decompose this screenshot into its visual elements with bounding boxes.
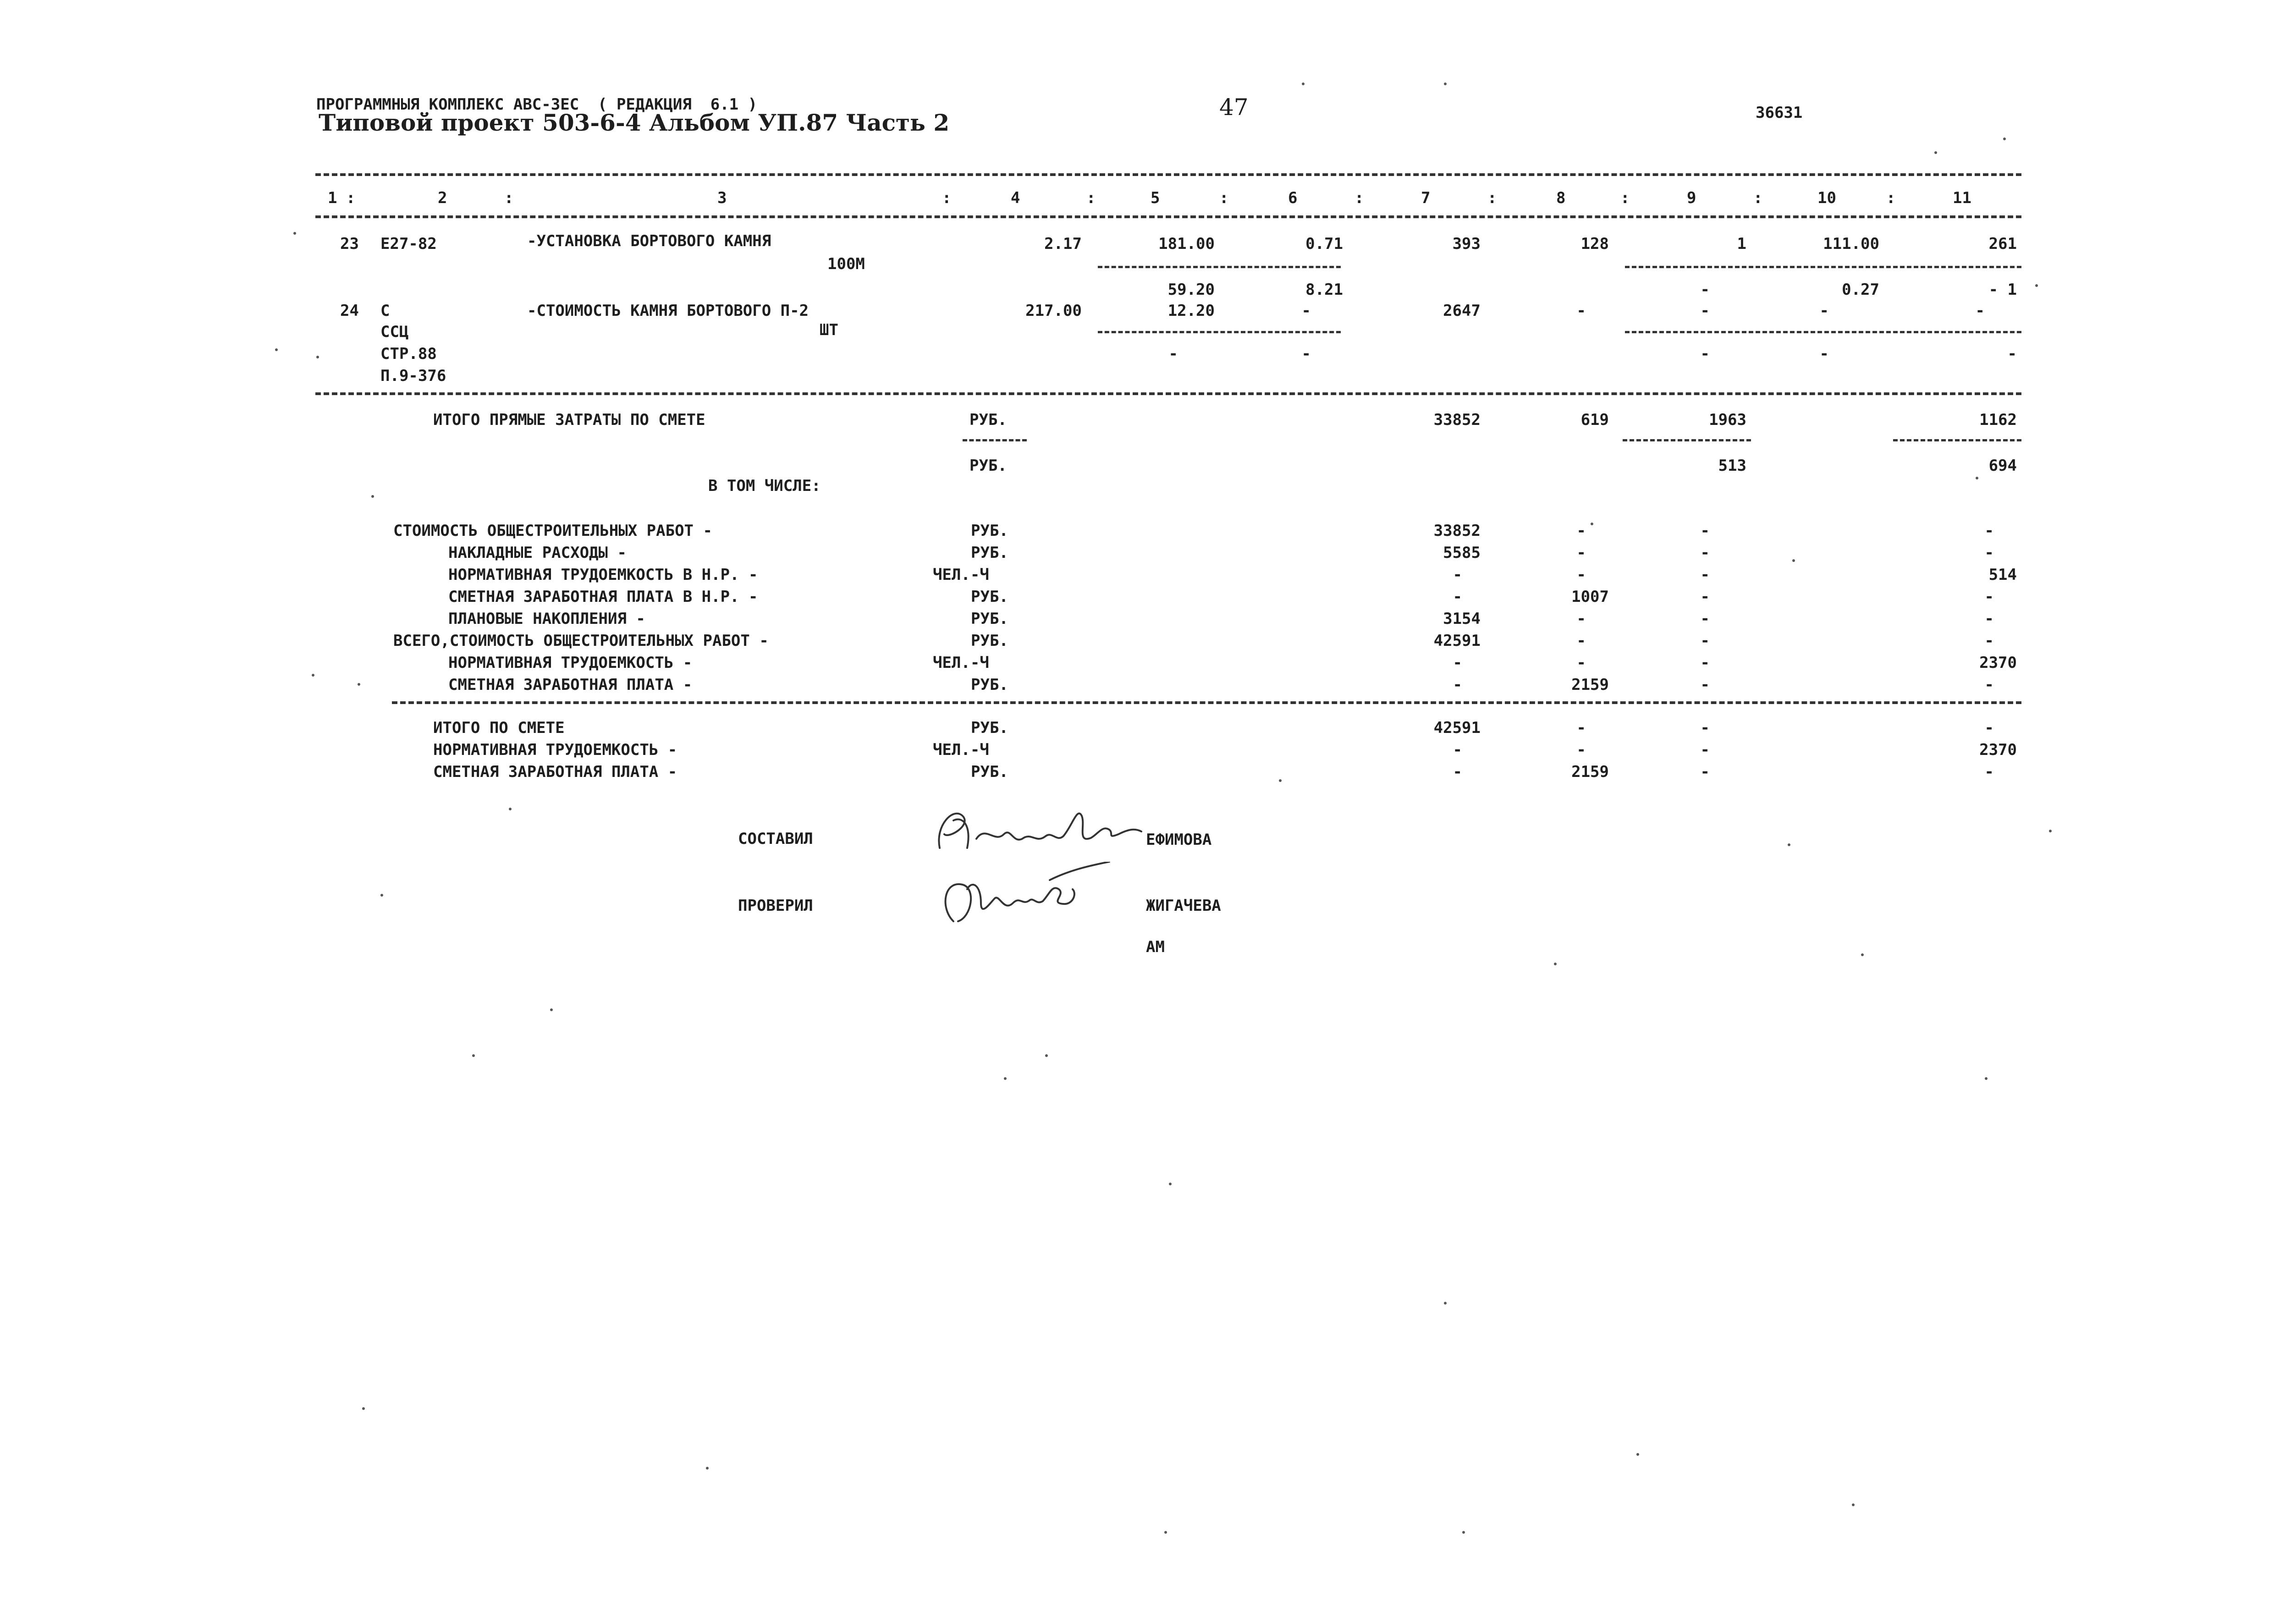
cell-col6: -	[1301, 302, 1311, 320]
row-col8: -	[1576, 632, 1586, 650]
col-sep: :	[1219, 189, 1229, 207]
row-col9: -	[1700, 676, 1710, 694]
direct-costs-col8: 619	[1580, 411, 1609, 429]
cell-col6-sub: -	[1301, 345, 1311, 363]
row-col11: 2370	[1979, 654, 2017, 672]
row-unit: ЧЕЛ.-Ч	[933, 654, 989, 672]
row-label: ВСЕГО,СТОИМОСТЬ ОБЩЕСТРОИТЕЛЬНЫХ РАБОТ -	[393, 632, 769, 650]
row-label: СМЕТНАЯ ЗАРАБОТНАЯ ПЛАТА -	[433, 763, 677, 781]
row-col11: -	[1984, 676, 1994, 694]
row-col7: 5585	[1443, 544, 1481, 562]
row-col8: -	[1576, 741, 1586, 759]
col-header-5: 5	[1151, 189, 1160, 207]
row-label: СМЕТНАЯ ЗАРАБОТНАЯ ПЛАТА В Н.Р. -	[448, 588, 758, 606]
row-unit: РУБ.	[971, 632, 1008, 650]
row-col11: -	[1984, 719, 1994, 737]
row-col7: 33852	[1433, 522, 1481, 540]
cell-col6: 0.71	[1305, 235, 1343, 253]
col-sep: :	[504, 189, 514, 207]
row-col9: -	[1700, 741, 1710, 759]
item-unit: ШТ	[820, 321, 838, 339]
section-rule	[315, 392, 2021, 395]
page-number: 47	[1219, 94, 1249, 121]
row-unit: РУБ.	[971, 719, 1008, 737]
item-code: С	[380, 302, 390, 320]
direct-costs-col7: 33852	[1433, 411, 1481, 429]
cell-rule	[1623, 439, 1751, 441]
row-label: НОРМАТИВНАЯ ТРУДОЕМКОСТЬ В Н.Р. -	[448, 566, 758, 584]
direct-costs-col11: 1162	[1979, 411, 2017, 429]
column-header-rule	[315, 215, 2021, 218]
direct-costs-unit-2: РУБ.	[969, 457, 1007, 475]
cell-col9-sub: -	[1700, 345, 1710, 363]
checked-by-label: ПРОВЕРИЛ	[738, 897, 813, 915]
row-col8: -	[1576, 654, 1586, 672]
row-col11: 514	[1988, 566, 2017, 584]
col-header-9: 9	[1687, 189, 1696, 207]
col-sep: :	[942, 189, 952, 207]
col-header-3: 3	[717, 189, 727, 207]
cell-col9: -	[1700, 302, 1710, 320]
col-sep: :	[1086, 189, 1096, 207]
direct-costs-label: ИТОГО ПРЯМЫЕ ЗАТРАТЫ ПО СМЕТЕ	[433, 411, 705, 429]
row-col11: -	[1984, 610, 1994, 628]
cell-rule	[1625, 331, 2021, 333]
direct-costs-col9: 1963	[1709, 411, 1746, 429]
row-col7: -	[1453, 588, 1462, 606]
cell-col10-sub: 0.27	[1842, 281, 1879, 299]
cell-col10-sub: -	[1819, 345, 1829, 363]
row-col7: 3154	[1443, 610, 1481, 628]
item-code: П.9-376	[380, 367, 446, 385]
document-number: 36631	[1756, 104, 1803, 122]
row-unit: РУБ.	[971, 610, 1008, 628]
cell-col5-sub: 59.20	[1167, 281, 1215, 299]
cell-col11-sub: - 1	[1988, 281, 2017, 299]
row-col8: 2159	[1571, 763, 1609, 781]
row-col9: -	[1700, 588, 1710, 606]
section-rule	[392, 701, 2021, 704]
row-col8: -	[1576, 522, 1586, 540]
col-header-11: 11	[1953, 189, 1971, 207]
row-label: ПЛАНОВЫЕ НАКОПЛЕНИЯ -	[448, 610, 645, 628]
row-col9: -	[1700, 719, 1710, 737]
row-col8: 2159	[1571, 676, 1609, 694]
col-header-2: 2	[438, 189, 447, 207]
item-number: 23	[340, 235, 359, 253]
row-col9: -	[1700, 763, 1710, 781]
direct-costs-col11-sub: 694	[1988, 457, 2017, 475]
row-col7: -	[1453, 654, 1462, 672]
row-col9: -	[1700, 654, 1710, 672]
row-unit: РУБ.	[971, 544, 1008, 562]
cell-col6-sub: 8.21	[1305, 281, 1343, 299]
cell-rule	[1098, 266, 1341, 268]
cell-col11: -	[1975, 302, 1985, 320]
row-col8: -	[1576, 719, 1586, 737]
direct-costs-col9-sub: 513	[1718, 457, 1746, 475]
item-name: -СТОИМОСТЬ КАМНЯ БОРТОВОГО П-2	[527, 302, 809, 320]
row-col8: -	[1576, 544, 1586, 562]
item-unit: 100М	[827, 255, 865, 273]
cell-col11-sub: -	[2007, 345, 2017, 363]
row-col7: -	[1453, 763, 1462, 781]
row-col9: -	[1700, 632, 1710, 650]
col-sep: :	[346, 189, 356, 207]
col-sep: :	[1620, 189, 1630, 207]
row-unit: РУБ.	[971, 588, 1008, 606]
col-sep: :	[1753, 189, 1763, 207]
item-name: -УСТАНОВКА БОРТОВОГО КАМНЯ	[527, 232, 771, 250]
row-label: ИТОГО ПО СМЕТЕ	[433, 719, 565, 737]
row-col8: 1007	[1571, 588, 1609, 606]
cell-col9-sub: -	[1700, 281, 1710, 299]
row-col7: -	[1453, 741, 1462, 759]
col-header-8: 8	[1556, 189, 1566, 207]
row-col11: -	[1984, 763, 1994, 781]
row-unit: РУБ.	[971, 763, 1008, 781]
row-col9: -	[1700, 544, 1710, 562]
row-label: НАКЛАДНЫЕ РАСХОДЫ -	[448, 544, 627, 562]
row-col11: -	[1984, 632, 1994, 650]
cell-col10: 111.00	[1823, 235, 1879, 253]
initials: АМ	[1146, 938, 1165, 956]
row-col8: -	[1576, 566, 1586, 584]
row-col7: 42591	[1433, 632, 1481, 650]
cell-col8: 128	[1580, 235, 1609, 253]
program-header: ПРОГРАММНЫЯ КОМПЛЕКС АВС-ЗЕС ( РЕДАКЦИЯ 6.1 )	[316, 95, 758, 114]
item-code: СТР.88	[380, 345, 437, 363]
item-code: Е27-82	[380, 235, 437, 253]
row-col11: -	[1984, 544, 1994, 562]
cell-rule	[1893, 439, 2021, 441]
row-col8: -	[1576, 610, 1586, 628]
row-col7: -	[1453, 676, 1462, 694]
item-code: ССЦ	[380, 323, 409, 341]
cell-col5: 181.00	[1158, 235, 1215, 253]
col-header-7: 7	[1421, 189, 1431, 207]
cell-col4: 2.17	[1044, 235, 1082, 253]
row-col7: -	[1453, 566, 1462, 584]
row-col9: -	[1700, 566, 1710, 584]
checked-by-name: ЖИГАЧЕВА	[1146, 897, 1221, 915]
direct-costs-unit: РУБ.	[969, 411, 1007, 429]
cell-col8: -	[1576, 302, 1586, 320]
row-unit: РУБ.	[971, 676, 1008, 694]
handwritten-signature-1	[926, 798, 1146, 866]
row-col11: -	[1984, 588, 1994, 606]
item-number: 24	[340, 302, 359, 320]
document-title: Типовой проект 503-6-4 Альбом УП.87 Часть 2	[319, 109, 950, 136]
row-col11: -	[1984, 522, 1994, 540]
row-col9: -	[1700, 522, 1710, 540]
col-sep: :	[1886, 189, 1896, 207]
row-label: СМЕТНАЯ ЗАРАБОТНАЯ ПЛАТА -	[448, 676, 693, 694]
row-col9: -	[1700, 610, 1710, 628]
row-unit: РУБ.	[971, 522, 1008, 540]
handwritten-signature-2	[935, 862, 1128, 940]
including-label: В ТОМ ЧИСЛЕ:	[708, 477, 821, 495]
cell-col7: 2647	[1443, 302, 1481, 320]
cell-col10: -	[1819, 302, 1829, 320]
col-header-10: 10	[1817, 189, 1836, 207]
cell-col9: 1	[1737, 235, 1746, 253]
table-top-rule	[315, 173, 2021, 176]
col-sep: :	[1487, 189, 1497, 207]
row-unit: ЧЕЛ.-Ч	[933, 741, 989, 759]
cell-col11: 261	[1988, 235, 2017, 253]
cell-col7: 393	[1452, 235, 1481, 253]
cell-rule	[1625, 266, 2021, 268]
cell-col5: 12.20	[1167, 302, 1215, 320]
cell-rule	[1098, 331, 1341, 333]
row-col11: 2370	[1979, 741, 2017, 759]
row-label: НОРМАТИВНАЯ ТРУДОЕМКОСТЬ -	[448, 654, 693, 672]
row-col7: 42591	[1433, 719, 1481, 737]
row-label: СТОИМОСТЬ ОБЩЕСТРОИТЕЛЬНЫХ РАБОТ -	[393, 522, 712, 540]
cell-rule	[963, 439, 1027, 441]
cell-col4: 217.00	[1025, 302, 1082, 320]
compiled-by-name: ЕФИМОВА	[1146, 831, 1212, 849]
cell-col5-sub: -	[1168, 345, 1178, 363]
row-unit: ЧЕЛ.-Ч	[933, 566, 989, 584]
col-header-1: 1	[328, 189, 337, 207]
col-sep: :	[1354, 189, 1364, 207]
compiled-by-label: СОСТАВИЛ	[738, 830, 813, 848]
row-label: НОРМАТИВНАЯ ТРУДОЕМКОСТЬ -	[433, 741, 677, 759]
col-header-4: 4	[1011, 189, 1020, 207]
col-header-6: 6	[1288, 189, 1298, 207]
